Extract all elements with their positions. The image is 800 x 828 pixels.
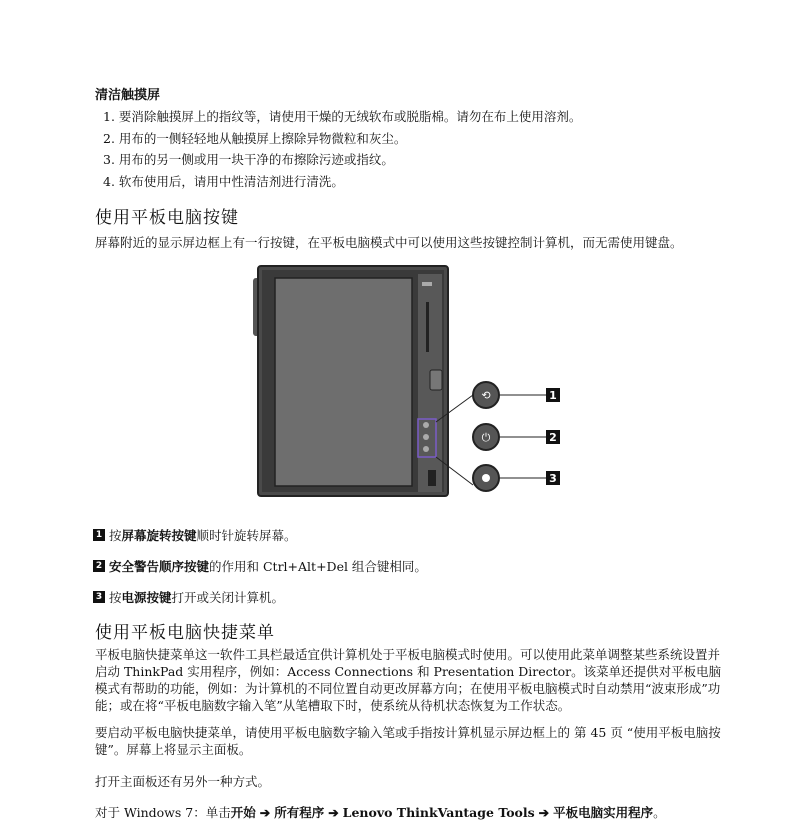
clean-step-2: 2. 用布的一侧轻轻地从触摸屏上擦除异物微粒和灰尘。 xyxy=(103,131,407,146)
legend-number-1: 1 xyxy=(93,529,105,541)
clean-step-1: 1. 要消除触摸屏上的指纹等，请使用干燥的无绒软布或脱脂棉。请勿在布上使用溶剂。 xyxy=(103,109,582,124)
tablet-illustration xyxy=(250,262,570,502)
menu-path-thinkvantage: Lenovo ThinkVantage Tools xyxy=(342,805,535,820)
menu-paragraph-1: 平板电脑快捷菜单这一软件工具栏最适宜供计算机处于平板电脑模式时使用。可以使用此菜单调整某些系统设置并启动 ThinkPad 实用程序，例如：Access Connections 和 Presentation Director。该菜单还提供对平板电脑模式有帮助的功能，例如：为计算机的不同位置自动更改屏幕方向；在使用平板电脑模式时自动禁用“波束形成”功能；或在将“平板电脑数字输入笔”从笔槽取下时，使系统从待机状态恢复为工作状态。 xyxy=(95,647,722,713)
fingerprint-reader xyxy=(426,302,429,352)
legend-post-2: 的作用和 Ctrl+Alt+Del 组合键相同。 xyxy=(209,559,427,574)
legend-pre-1: 按 xyxy=(109,528,122,543)
legend-item-3 xyxy=(93,588,284,606)
callout-label-3: 3 xyxy=(549,472,557,485)
menu-path-arrow-1: ➔ xyxy=(259,805,271,820)
menu-path-arrow-2: ➔ xyxy=(328,805,339,820)
legend-bold-2: 安全警告顺序按键 xyxy=(109,559,210,574)
buttons-intro: 屏幕附近的显示屏边框上有一行按键，在平板电脑模式中可以使用这些按键控制计算机，而无需使用键盘。 xyxy=(95,235,683,250)
callout-label-2: 2 xyxy=(549,431,557,444)
pen-slot xyxy=(430,370,442,390)
menu-path xyxy=(95,803,666,821)
mini-button-1 xyxy=(423,422,429,428)
legend-item-2 xyxy=(93,557,427,575)
menu-path-tablet-utility: 平板电脑实用程序 xyxy=(553,805,654,820)
menu-path-start: 开始 xyxy=(230,805,256,820)
menu-path-arrow-3: ➔ xyxy=(538,805,550,820)
buttons-heading: 使用平板电脑按键 xyxy=(95,208,239,228)
legend-item-1 xyxy=(93,526,297,544)
legend-post-3: 打开或关闭计算机。 xyxy=(171,590,285,605)
menu-paragraph-2: 要启动平板电脑快捷菜单，请使用平板电脑数字输入笔或手指按计算机显示屏边框上的 第 45 页 “使用平板电脑按键”。屏幕上将显示主面板。 xyxy=(95,725,721,757)
callout-label-1: 1 xyxy=(549,389,557,402)
legend-bold-1: 屏幕旋转按键 xyxy=(121,528,197,543)
power-dot-icon xyxy=(482,474,490,482)
clean-step-4: 4. 软布使用后，请用中性清洁剂进行清洗。 xyxy=(103,174,344,189)
rotate-icon: ⟲ xyxy=(481,389,491,402)
mini-button-2 xyxy=(423,434,429,440)
strip-mark xyxy=(422,282,432,286)
tablet-screen xyxy=(275,278,412,486)
mini-button-3 xyxy=(423,446,429,452)
legend-pre-3: 按 xyxy=(109,590,122,605)
legend-bold-3: 电源按键 xyxy=(121,590,172,605)
menu-paragraph-3: 打开主面板还有另外一种方式。 xyxy=(95,774,271,789)
menu-path-all-programs: 所有程序 xyxy=(274,805,325,820)
clean-heading: 清洁触摸屏 xyxy=(95,88,161,103)
legend-post-1: 顺时针旋转屏幕。 xyxy=(196,528,297,543)
power-symbol-icon: ⏻ xyxy=(481,431,491,444)
legend-number-3: 3 xyxy=(93,591,105,603)
menu-path-end: 。 xyxy=(653,805,666,820)
clean-step-3: 3. 用布的另一侧或用一块干净的布擦除污迹或指纹。 xyxy=(103,152,394,167)
legend-number-2: 2 xyxy=(93,560,105,572)
strip-slot xyxy=(428,470,436,486)
menu-path-prefix: 对于 Windows 7：单击 xyxy=(95,805,231,820)
menu-heading: 使用平板电脑快捷菜单 xyxy=(95,623,275,643)
tablet-figure xyxy=(250,262,570,506)
